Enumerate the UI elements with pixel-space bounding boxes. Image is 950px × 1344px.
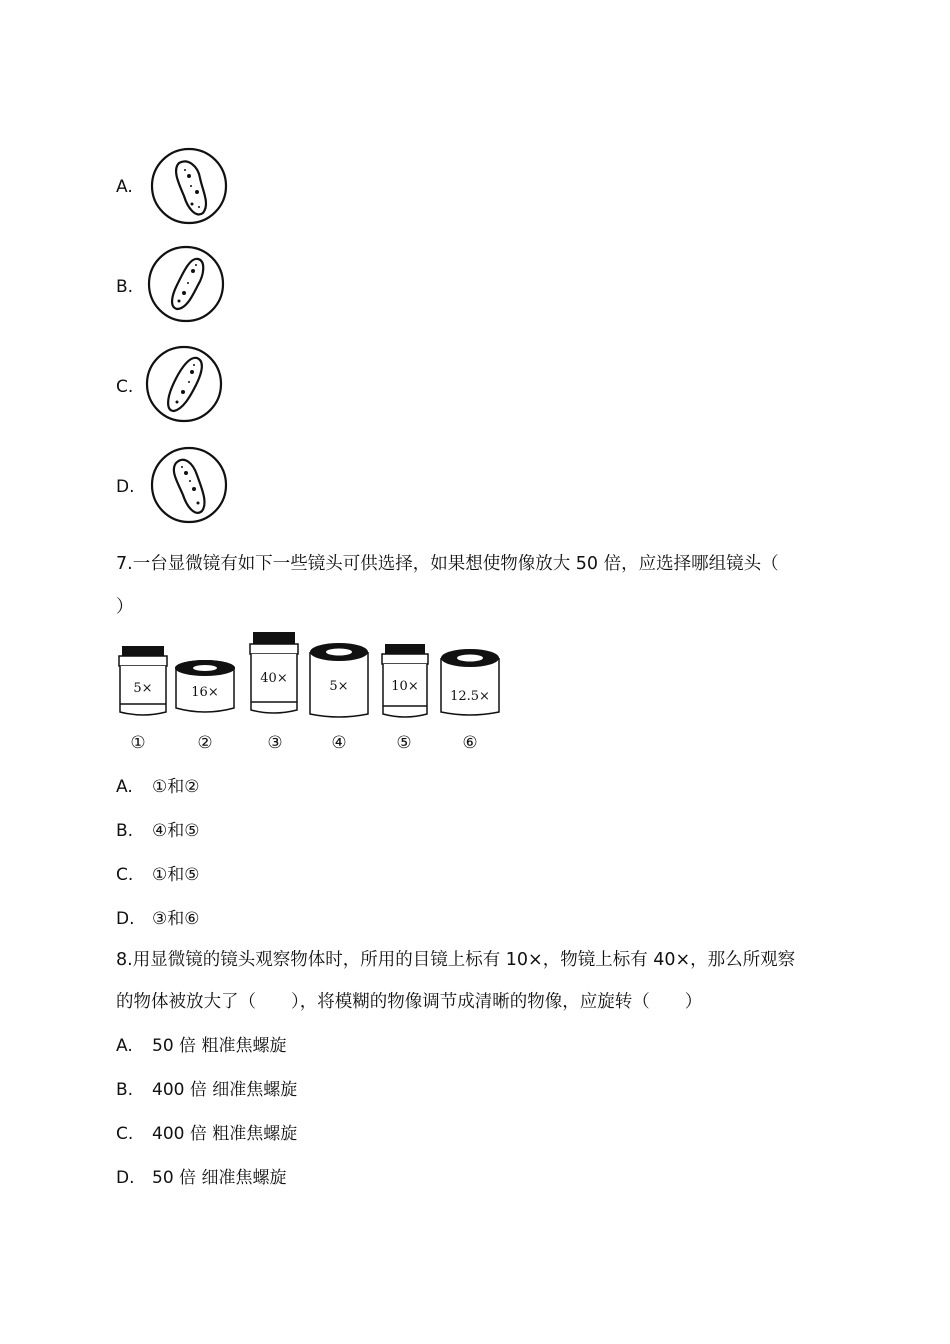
option-letter: D. <box>116 477 135 497</box>
cell-image-b <box>146 245 230 325</box>
option-letter: A. <box>116 177 133 197</box>
q7-answer-d[interactable]: D. ③和⑥ <box>116 909 200 929</box>
q7-answer-c[interactable]: C. ①和⑤ <box>116 865 200 885</box>
option-letter: B. <box>116 277 134 297</box>
question-8-text-line1: 8.用显微镜的镜头观察物体时，所用的目镜上标有 10×，物镜上标有 40×，那么所观察 <box>116 950 796 970</box>
q7-answer-b[interactable]: B. ④和⑤ <box>116 821 200 841</box>
q7-answer-a[interactable]: A. ①和② <box>116 777 200 797</box>
lens-5-label: 10× <box>391 679 419 694</box>
q8-answer-d[interactable]: D. 50 倍 细准焦螺旋 <box>116 1168 287 1188</box>
cell-image-d <box>146 445 230 525</box>
lens-figure <box>110 628 510 756</box>
option-letter: C. <box>116 377 134 397</box>
lens-3-label: 40× <box>260 671 288 686</box>
q8-answer-b[interactable]: B. 400 倍 细准焦螺旋 <box>116 1080 298 1100</box>
lens-4-label: 5× <box>329 679 349 694</box>
lens-5-number: ⑤ <box>396 733 412 753</box>
lens-4-number: ④ <box>331 733 347 753</box>
lens-3-number: ③ <box>267 733 283 753</box>
q8-answer-c[interactable]: C. 400 倍 粗准焦螺旋 <box>116 1124 298 1144</box>
lens-3 <box>250 632 298 753</box>
lens-5 <box>382 644 428 753</box>
lens-1 <box>119 646 167 753</box>
question-7-text-line2: ） <box>116 597 134 617</box>
lens-2 <box>175 660 235 753</box>
q8-answer-a[interactable]: A. 50 倍 粗准焦螺旋 <box>116 1036 287 1056</box>
question-7-text-line1: 7.一台显微镜有如下一些镜头可供选择，如果想使物像放大 50 倍，应选择哪组镜头（ <box>116 554 779 574</box>
lens-2-label: 16× <box>191 685 219 700</box>
question-8-text-line2: 的物体被放大了（ ），将模糊的物像调节成清晰的物像，应旋转（ ） <box>116 992 703 1012</box>
cell-image-c <box>142 345 226 425</box>
lens-1-label: 5× <box>133 681 153 696</box>
cell-image-a <box>146 146 230 226</box>
lens-4 <box>310 643 368 753</box>
lens-2-number: ② <box>197 733 213 753</box>
lens-6-number: ⑥ <box>462 733 478 753</box>
lens-6-label: 12.5× <box>450 689 490 704</box>
lens-1-number: ① <box>130 733 146 753</box>
lens-6 <box>441 649 499 753</box>
